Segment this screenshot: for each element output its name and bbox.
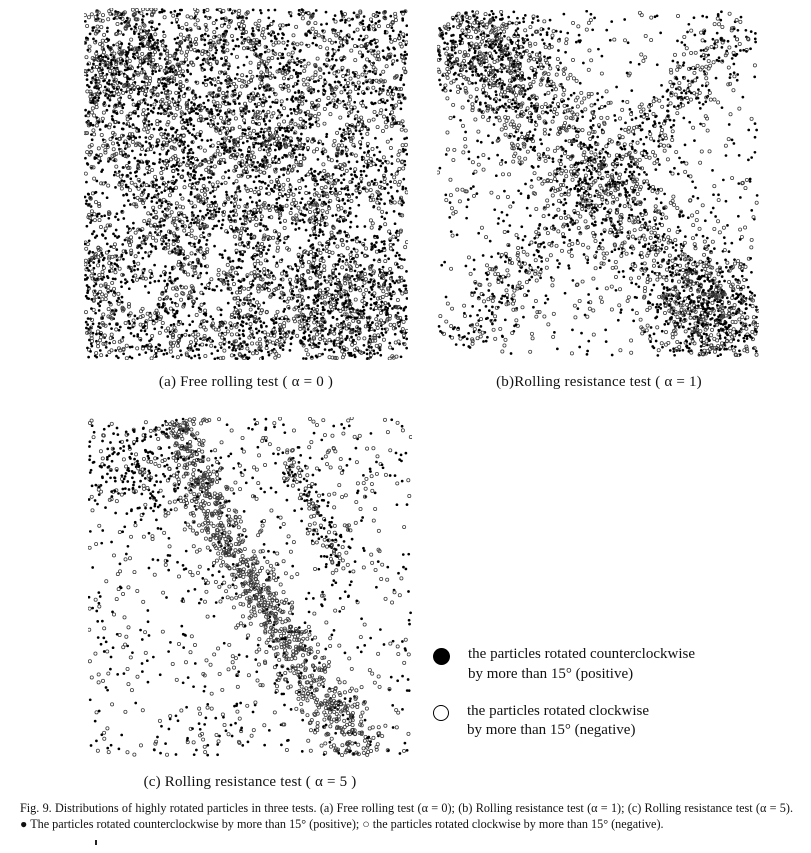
- open-circle-icon: [433, 705, 449, 721]
- scatter-panel-a: [84, 8, 408, 360]
- filled-circle-icon: [433, 648, 450, 665]
- legend-positive-line2: by more than 15° (positive): [468, 665, 634, 682]
- legend-text-positive: [468, 645, 695, 685]
- legend-text-negative: [467, 702, 649, 742]
- legend-item-positive: [433, 645, 803, 685]
- stray-mark: [95, 840, 97, 845]
- figure-caption: Fig. 9. Distributions of highly rotated particles in three tests. (a) Free rolling test (α = 0); (b) Rolling resistance test (α = 1); (c) Rolling resistance test (α = 5). ● The particles rotated counterclockwise by more than 15° (positive); ○ the particles rotated clockwise by more than 15° (negative).: [20, 801, 793, 832]
- legend-item-negative: [433, 702, 803, 742]
- panel-b-caption: (b)Rolling resistance test ( α = 1): [496, 374, 702, 390]
- scatter-panel-b: [437, 10, 759, 357]
- legend-positive-line1: the particles rotated counterclockwise: [468, 646, 695, 662]
- panel-c-caption: (c) Rolling resistance test ( α = 5 ): [143, 774, 357, 790]
- legend: [433, 645, 803, 758]
- scatter-panel-c: [88, 417, 412, 757]
- legend-negative-line2: by more than 15° (negative): [467, 722, 636, 739]
- legend-negative-line1: the particles rotated clockwise: [467, 702, 650, 719]
- panel-a-caption: (a) Free rolling test ( α = 0 ): [158, 374, 334, 390]
